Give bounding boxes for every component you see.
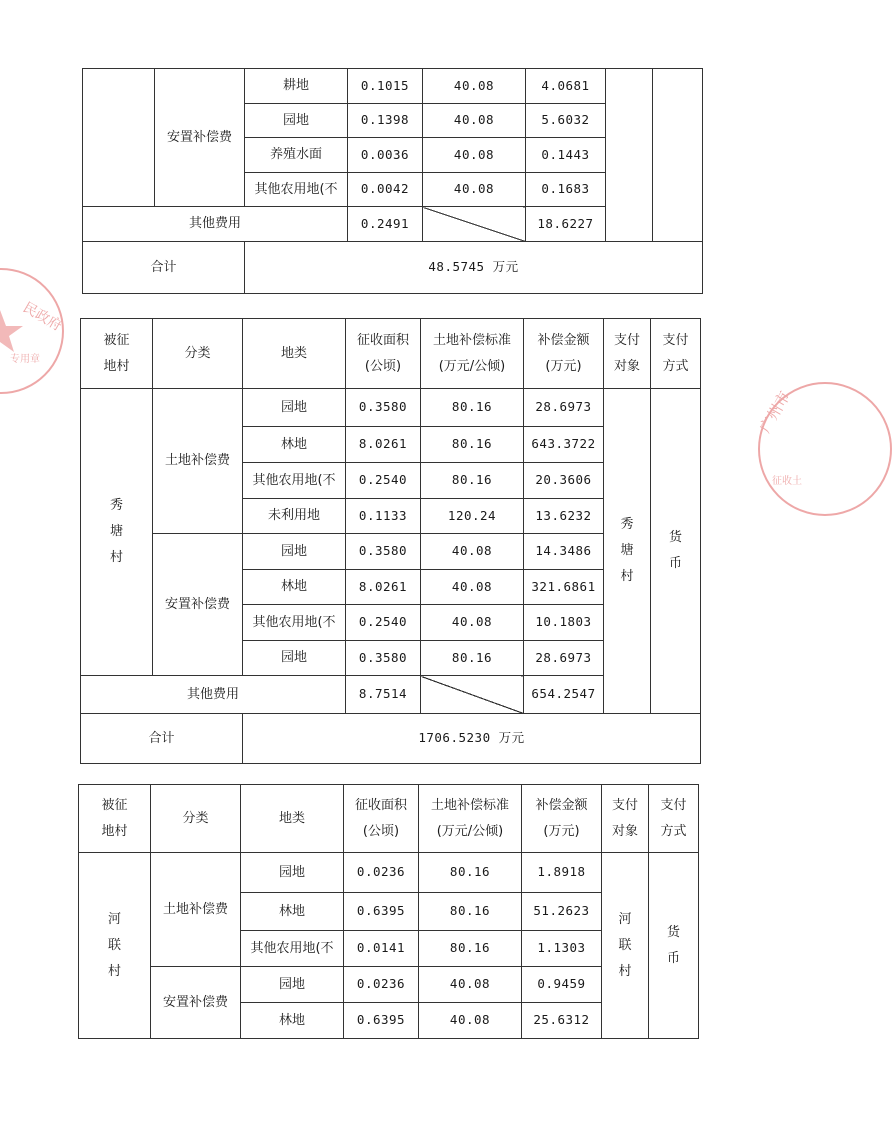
other-fees-label: 其他费用: [81, 676, 346, 714]
svg-text:民政府: 民政府: [20, 299, 65, 335]
header-payee: 支付 对象: [602, 785, 649, 853]
land-type-cell: 园地: [243, 534, 346, 570]
category-cell: 土地补偿费: [153, 389, 243, 534]
total-label: 合计: [81, 714, 243, 764]
land-type-cell: 园地: [241, 853, 344, 893]
header-amount: 补偿金额 (万元): [522, 785, 602, 853]
payee-cell: 河 联 村: [602, 853, 649, 1039]
payee-cell: 秀 塘 村: [604, 389, 651, 714]
area-cell: 0.6395: [344, 893, 419, 931]
payee-cell: [606, 69, 653, 242]
amount-cell: 51.2623: [522, 893, 602, 931]
amount-cell: 5.6032: [526, 104, 606, 138]
amount-cell: 14.3486: [524, 534, 604, 570]
amount-cell: 0.9459: [522, 967, 602, 1003]
standard-cell: 80.16: [419, 893, 522, 931]
standard-cell: 40.08: [423, 69, 526, 104]
header-payee: 支付 对象: [604, 319, 651, 389]
header-village: 被征 地村: [79, 785, 151, 853]
header-method: 支付 方式: [649, 785, 699, 853]
area-cell: 0.0036: [348, 138, 423, 173]
compensation-table-helian: [78, 784, 699, 1039]
standard-cell: 40.08: [421, 534, 524, 570]
land-type-cell: 林地: [241, 893, 344, 931]
amount-cell: 13.6232: [524, 499, 604, 534]
land-type-cell: 园地: [241, 967, 344, 1003]
svg-text:专用章: 专用章: [10, 354, 40, 365]
method-cell: 货 币: [649, 853, 699, 1039]
seal-text-icon: [755, 384, 890, 514]
land-type-cell: 耕地: [245, 69, 348, 104]
area-cell: 0.1133: [346, 499, 421, 534]
amount-cell: 1.1303: [522, 931, 602, 967]
standard-cell: 80.16: [419, 853, 522, 893]
total-value: 48.5745 万元: [245, 242, 703, 294]
standard-cell: 40.08: [423, 173, 526, 207]
area-cell: 0.6395: [344, 1003, 419, 1039]
category-cell: 安置补偿费: [153, 534, 243, 676]
standard-cell: 40.08: [423, 138, 526, 173]
amount-cell: 20.3606: [524, 463, 604, 499]
area-cell: 0.0042: [348, 173, 423, 207]
land-type-cell: 其他农用地(不: [245, 173, 348, 207]
category-cell: 安置补偿费: [155, 69, 245, 207]
amount-cell: 1.8918: [522, 853, 602, 893]
standard-cell: 80.16: [421, 389, 524, 427]
standard-cell: 80.16: [421, 641, 524, 676]
header-land-type: 地类: [241, 785, 344, 853]
area-cell: 8.0261: [346, 427, 421, 463]
area-cell: 8.7514: [346, 676, 421, 714]
amount-cell: 25.6312: [522, 1003, 602, 1039]
standard-cell: 40.08: [419, 967, 522, 1003]
area-cell: 0.1398: [348, 104, 423, 138]
land-type-cell: 其他农用地(不: [243, 463, 346, 499]
amount-cell: 10.1803: [524, 605, 604, 641]
header-standard: 土地补偿标准 (万元/公倾): [419, 785, 522, 853]
amount-cell: 321.6861: [524, 570, 604, 605]
header-land-type: 地类: [243, 319, 346, 389]
svg-text:广州市: 广州市: [755, 388, 794, 436]
area-cell: 0.2540: [346, 605, 421, 641]
header-method: 支付 方式: [651, 319, 701, 389]
village-cell: 秀 塘 村: [81, 389, 153, 676]
land-type-cell: 养殖水面: [245, 138, 348, 173]
compensation-table-continued: [82, 68, 703, 294]
area-cell: 8.0261: [346, 570, 421, 605]
area-cell: 0.0236: [344, 853, 419, 893]
header-category: 分类: [153, 319, 243, 389]
header-area: 征收面积 (公顷): [344, 785, 419, 853]
land-type-cell: 林地: [241, 1003, 344, 1039]
compensation-table-xiutang: [80, 318, 701, 764]
category-cell: 安置补偿费: [151, 967, 241, 1039]
land-type-cell: 未利用地: [243, 499, 346, 534]
amount-cell: 0.1443: [526, 138, 606, 173]
amount-cell: 0.1683: [526, 173, 606, 207]
area-cell: 0.1015: [348, 69, 423, 104]
amount-cell: 28.6973: [524, 389, 604, 427]
standard-cell: 120.24: [421, 499, 524, 534]
standard-cell: 40.08: [421, 570, 524, 605]
area-cell: 0.2540: [346, 463, 421, 499]
header-area: 征收面积 (公顷): [346, 319, 421, 389]
header-category: 分类: [151, 785, 241, 853]
official-seal-left: [0, 268, 64, 394]
land-type-cell: 林地: [243, 570, 346, 605]
header-village: 被征 地村: [81, 319, 153, 389]
land-type-cell: 林地: [243, 427, 346, 463]
village-cell: [83, 69, 155, 207]
category-cell: 土地补偿费: [151, 853, 241, 967]
land-type-cell: 园地: [243, 641, 346, 676]
standard-cell: 40.08: [419, 1003, 522, 1039]
area-cell: 0.3580: [346, 534, 421, 570]
header-amount: 补偿金额 (万元): [524, 319, 604, 389]
amount-cell: 643.3722: [524, 427, 604, 463]
area-cell: 0.3580: [346, 389, 421, 427]
area-cell: 0.0236: [344, 967, 419, 1003]
method-cell: 货 币: [651, 389, 701, 714]
area-cell: 0.0141: [344, 931, 419, 967]
standard-cell: 40.08: [423, 104, 526, 138]
seal-star-icon: [0, 270, 65, 392]
diagonal-cell: [423, 207, 526, 242]
amount-cell: 4.0681: [526, 69, 606, 104]
standard-cell: 40.08: [421, 605, 524, 641]
area-cell: 0.3580: [346, 641, 421, 676]
village-cell: 河 联 村: [79, 853, 151, 1039]
land-type-cell: 其他农用地(不: [241, 931, 344, 967]
land-type-cell: 园地: [245, 104, 348, 138]
other-fees-label: 其他费用: [83, 207, 348, 242]
amount-cell: 28.6973: [524, 641, 604, 676]
amount-cell: 654.2547: [524, 676, 604, 714]
area-cell: 0.2491: [348, 207, 423, 242]
official-seal-right: [755, 382, 892, 516]
land-type-cell: 其他农用地(不: [243, 605, 346, 641]
total-value: 1706.5230 万元: [243, 714, 701, 764]
svg-text:征收土: 征收土: [772, 476, 802, 487]
standard-cell: 80.16: [421, 427, 524, 463]
header-standard: 土地补偿标准 (万元/公倾): [421, 319, 524, 389]
diagonal-cell: [421, 676, 524, 714]
land-type-cell: 园地: [243, 389, 346, 427]
standard-cell: 80.16: [419, 931, 522, 967]
standard-cell: 80.16: [421, 463, 524, 499]
total-label: 合计: [83, 242, 245, 294]
amount-cell: 18.6227: [526, 207, 606, 242]
method-cell: [653, 69, 703, 242]
